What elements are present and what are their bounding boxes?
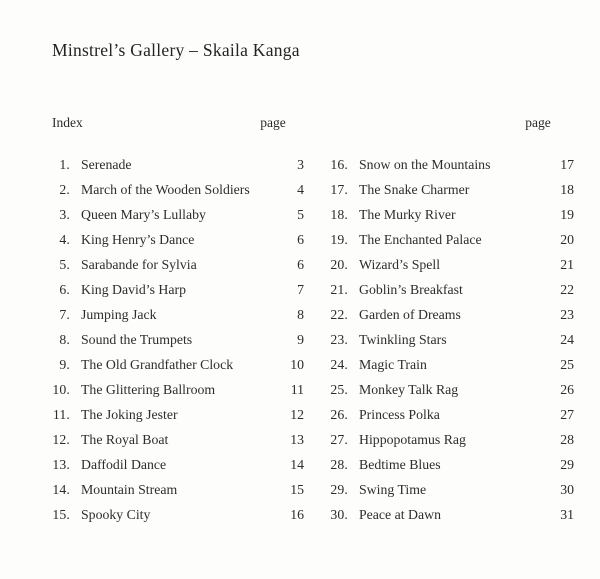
entry-title: Sound the Trumpets [81, 332, 193, 347]
list-item [318, 257, 580, 282]
list-item [40, 432, 310, 457]
list-item [318, 507, 580, 532]
entry-number: 10 . [40, 382, 70, 398]
entry-page-number: 9 [297, 332, 304, 347]
entry-page-number: 10 [290, 357, 304, 372]
list-item [318, 432, 580, 457]
entry-page-number: 17 [560, 157, 574, 172]
list-item [318, 282, 580, 307]
entry-title: Goblin’s Breakfast [359, 282, 463, 297]
entry-title: Twinkling Stars [359, 332, 447, 347]
entry-number: 5 . [40, 257, 70, 273]
entry-number: 14 . [40, 482, 70, 498]
entry-page-number: 14 [290, 457, 304, 472]
entry-title: Queen Mary’s Lullaby [81, 207, 206, 222]
entry-number: 7 . [40, 307, 70, 323]
entry-title: The Murky River [359, 207, 456, 222]
list-item [318, 457, 580, 482]
entry-page-number: 25 [560, 357, 574, 372]
entry-page-number: 21 [560, 257, 574, 272]
entry-page-number: 16 [290, 507, 304, 522]
entry-page-number: 20 [560, 232, 574, 247]
list-item [40, 482, 310, 507]
entry-number: 26 . [318, 407, 348, 423]
entry-title: Snow on the Mountains [359, 157, 491, 172]
entry-page-number: 19 [560, 207, 574, 222]
entry-page-number: 29 [560, 457, 574, 472]
list-item [318, 357, 580, 382]
entry-title: The Royal Boat [81, 432, 169, 447]
entry-number: 13 . [40, 457, 70, 473]
entry-number: 2 . [40, 182, 70, 198]
entry-number: 22 . [318, 307, 348, 323]
entry-title: Wizard’s Spell [359, 257, 441, 272]
entry-number: 25 . [318, 382, 348, 398]
entry-title: The Snake Charmer [359, 182, 470, 197]
list-item [40, 507, 310, 532]
entry-page-number: 6 [297, 232, 304, 247]
list-item [40, 257, 310, 282]
entry-page-number: 7 [297, 282, 304, 297]
entry-page-number: 23 [560, 307, 574, 322]
entry-title: King Henry’s Dance [81, 232, 195, 247]
entry-title: The Glittering Ballroom [81, 382, 216, 397]
list-item [40, 282, 310, 307]
page-title: Minstrel’s Gallery – Skaila Kanga [52, 40, 300, 60]
list-item [40, 357, 310, 382]
entry-number: 4 . [40, 232, 70, 248]
list-item [318, 307, 580, 332]
entry-number: 19 . [318, 232, 348, 248]
entry-number: 30 . [318, 507, 348, 523]
entry-page-number: 5 [297, 207, 304, 222]
entry-number: 29 . [318, 482, 348, 498]
entry-page-number: 4 [297, 182, 304, 197]
list-item [318, 332, 580, 357]
entry-number: 24 . [318, 357, 348, 373]
entry-title: Princess Polka [359, 407, 440, 422]
entry-title: March of the Wooden Soldiers [81, 182, 250, 197]
entry-title: Spooky City [81, 507, 151, 522]
entry-title: Daffodil Dance [81, 457, 167, 472]
entry-page-number: 13 [290, 432, 304, 447]
entry-page-number: 12 [290, 407, 304, 422]
entry-title: Monkey Talk Rag [359, 382, 459, 397]
entry-number: 16 . [318, 157, 348, 173]
column-header-page-right: page [525, 115, 551, 130]
entry-title: Swing Time [359, 482, 427, 497]
entry-title: The Enchanted Palace [359, 232, 482, 247]
entry-page-number: 26 [560, 382, 574, 397]
entry-number: 18 . [318, 207, 348, 223]
list-item [318, 407, 580, 432]
list-item [318, 482, 580, 507]
entry-number: 1 . [40, 157, 70, 173]
list-item [40, 307, 310, 332]
entry-page-number: 31 [560, 507, 574, 522]
list-item [318, 157, 580, 182]
entry-title: Peace at Dawn [359, 507, 441, 522]
entry-page-number: 22 [560, 282, 574, 297]
entry-page-number: 24 [560, 332, 574, 347]
entry-page-number: 11 [290, 382, 304, 397]
entry-title: Hippopotamus Rag [359, 432, 466, 447]
list-item [318, 207, 580, 232]
entry-number: 28 . [318, 457, 348, 473]
list-item [40, 457, 310, 482]
entry-number: 9 . [40, 357, 70, 373]
list-item [40, 207, 310, 232]
entry-number: 6 . [40, 282, 70, 298]
entry-number: 23 . [318, 332, 348, 348]
entry-title: Bedtime Blues [359, 457, 441, 472]
entry-page-number: 15 [290, 482, 304, 497]
entry-title: Garden of Dreams [359, 307, 461, 322]
list-item [40, 382, 310, 407]
list-item [318, 382, 580, 407]
entry-page-number: 27 [560, 407, 574, 422]
list-item [318, 182, 580, 207]
entry-title: Jumping Jack [81, 307, 157, 322]
entry-number: 3 . [40, 207, 70, 223]
entry-title: The Joking Jester [81, 407, 178, 422]
entry-number: 15 . [40, 507, 70, 523]
contents-column-left [40, 157, 310, 532]
entry-title: Mountain Stream [81, 482, 178, 497]
list-item [40, 182, 310, 207]
list-item [40, 232, 310, 257]
entry-page-number: 6 [297, 257, 304, 272]
column-header-page-left: page [260, 115, 286, 130]
entry-number: 11 . [40, 407, 70, 423]
entry-page-number: 3 [297, 157, 304, 172]
entry-number: 12 . [40, 432, 70, 448]
list-item [40, 157, 310, 182]
entry-title: The Old Grandfather Clock [81, 357, 234, 372]
entry-number: 27 . [318, 432, 348, 448]
list-item [318, 232, 580, 257]
entry-number: 17 . [318, 182, 348, 198]
entry-title: Magic Train [359, 357, 427, 372]
entry-title: Serenade [81, 157, 132, 172]
entry-number: 21 . [318, 282, 348, 298]
entry-title: Sarabande for Sylvia [81, 257, 197, 272]
column-header-index: Index [52, 115, 83, 130]
entry-title: King David’s Harp [81, 282, 186, 297]
entry-page-number: 28 [560, 432, 574, 447]
entry-number: 20 . [318, 257, 348, 273]
contents-column-right [318, 157, 580, 532]
entry-number: 8 . [40, 332, 70, 348]
list-item [40, 332, 310, 357]
list-item [40, 407, 310, 432]
entry-page-number: 18 [560, 182, 574, 197]
entry-page-number: 30 [560, 482, 574, 497]
entry-page-number: 8 [297, 307, 304, 322]
